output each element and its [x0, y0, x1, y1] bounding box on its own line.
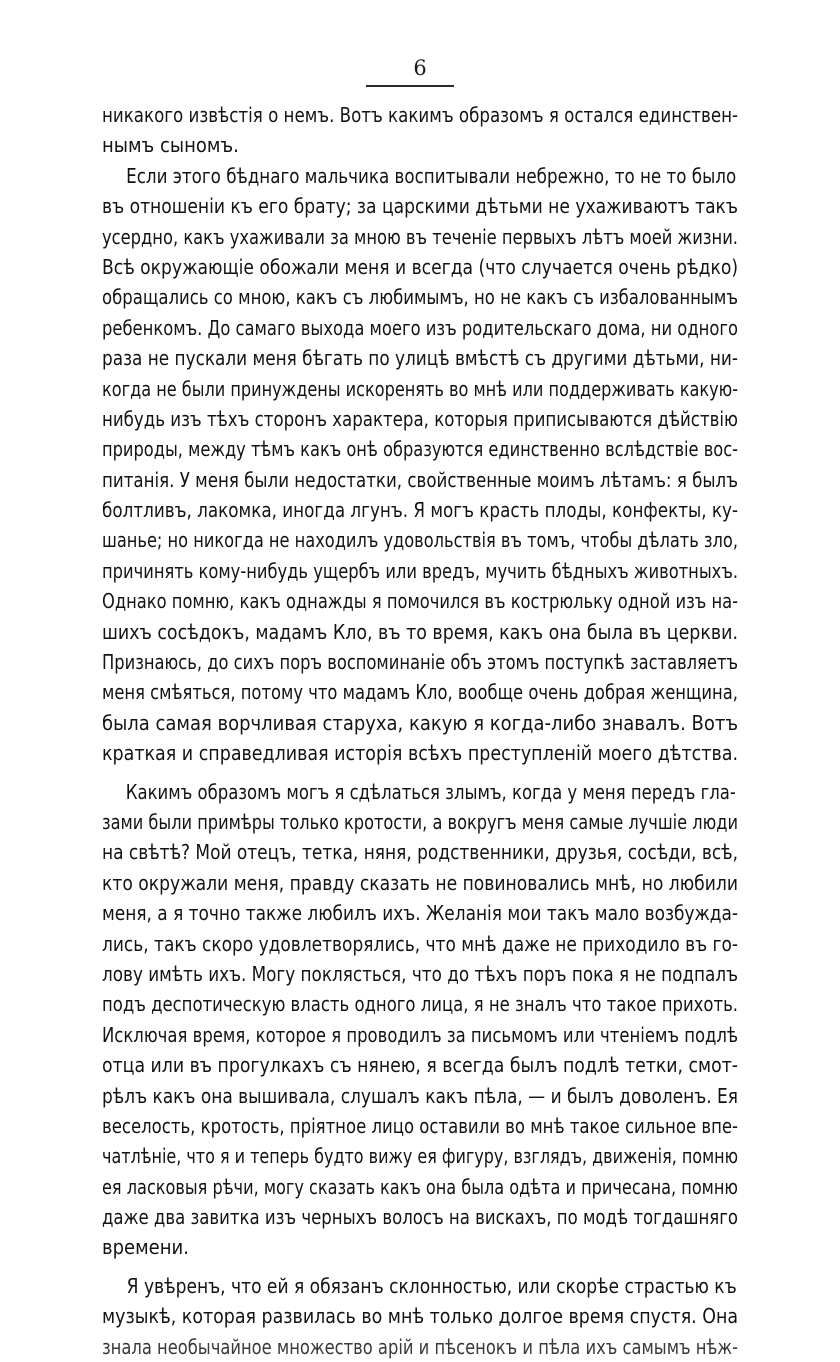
text-line: знала необычайное множество арій и пѣсенокъ и пѣла ихъ самымъ нѣж-	[102, 1334, 739, 1359]
text-line: даже два завитка изъ черныхъ волосъ на вискахъ, по модѣ тогдашняго	[102, 1205, 739, 1230]
text-line: меня, а я точно также любилъ ихъ. Желанія мои такъ мало возбужда-	[102, 901, 739, 926]
text-line: усердно, какъ ухаживали за мною въ теченіе первыхъ лѣтъ моей жизни.	[102, 224, 738, 249]
text-line: Какимъ образомъ могъ я сдѣлаться злымъ, когда у меня передъ гла-	[125, 779, 736, 804]
text-line: меня смѣяться, потому что мадамъ Кло, вообще очень добрая женщина,	[102, 680, 738, 705]
text-line: причинять кому-нибудь ущербъ или вредъ, мучить бѣдныхъ животныхъ.	[102, 558, 739, 583]
text-line: Я увѣренъ, что ей я обязанъ склонностью, или скорѣе страстью къ	[126, 1273, 737, 1298]
text-line: нибудь изъ тѣхъ сторонъ характера, которыя приписываются дѣйствію	[102, 406, 739, 431]
text-line: лись, такъ скоро удовлетворялись, что мнѣ даже не приходило въ го-	[102, 931, 738, 956]
text-line: Однако помню, какъ однажды я помочился въ кострюльку одной изъ на-	[102, 589, 739, 614]
body-text	[102, 100, 738, 1362]
text-line: Всѣ окружающіе обожали меня и всегда (что случается очень рѣдко)	[102, 254, 739, 279]
text-line: Исключая время, которое я проводилъ за письмомъ или чтеніемъ подлѣ	[102, 1022, 739, 1047]
text-line: Признаюсь, до сихъ поръ воспоминаніе объ этомъ поступкѣ заставляетъ	[102, 650, 738, 675]
text-line: ребенкомъ. До самаго выхода моего изъ родительскаго дома, ни одного	[102, 315, 738, 340]
text-line: краткая и справедливая исторія всѣхъ преступленій моего дѣтства.	[102, 741, 739, 766]
text-line: нымъ сыномъ.	[102, 133, 239, 158]
text-line: шихъ сосѣдокъ, мадамъ Кло, въ то время, какъ она была въ церкви.	[102, 619, 738, 644]
text-line: кто окружали меня, правду сказать не повиновались мнѣ, но любили	[102, 870, 739, 895]
text-line: никакого извѣстія о немъ. Вотъ какимъ образомъ я остался единствен-	[102, 103, 739, 127]
text-line: шанье; но никогда не находилъ удовольствія въ томъ, чтобы дѣлать зло,	[102, 528, 739, 553]
text-line: лову имѣть ихъ. Могу поклясться, что до тѣхъ поръ пока я не подпалъ	[102, 961, 738, 986]
text-line: отца или въ прогулкахъ съ нянею, я всегда былъ подлѣ тетки, смот-	[102, 1053, 739, 1078]
page-number-rule	[366, 85, 454, 87]
text-line: времени.	[102, 1235, 189, 1260]
text-line: музыкѣ, которая развилась во мнѣ только долгое время спустя. Она	[102, 1304, 739, 1329]
text-line: природы, между тѣмъ какъ онѣ образуются единственно вслѣдствіе вос-	[102, 437, 738, 462]
text-line: когда не были принуждены искоренять во мнѣ или поддерживать какую-	[102, 376, 739, 401]
text-line: на свѣтѣ? Мой отецъ, тетка, няня, родственники, друзья, сосѣди, всѣ,	[102, 840, 738, 865]
text-line: веселость, кротость, пріятное лицо оставили во мнѣ такое сильное впе-	[102, 1113, 738, 1138]
text-line: обращались со мною, какъ съ любимымъ, но не какъ съ избалованнымъ	[102, 285, 738, 310]
text-line: въ отношеніи къ его брату; за царскими дѣтьми не ухаживаютъ такъ	[102, 194, 739, 219]
text-line: рѣлъ какъ она вышивала, слушалъ какъ пѣла, — и былъ доволенъ. Ея	[102, 1083, 738, 1108]
text-line: была самая ворчливая старуха, какую я когда-либо знавалъ. Вотъ	[102, 710, 739, 735]
text-line: питанія. У меня были недостатки, свойственные моимъ лѣтамъ: я былъ	[102, 467, 738, 492]
text-line: ея ласковыя рѣчи, могу сказать какъ она была одѣта и причесана, помню	[102, 1174, 738, 1199]
text-line: Если этого бѣднаго мальчика воспитывали небрежно, то не то было	[126, 163, 737, 188]
text-line: зами были примѣры только кротости, а вокругъ меня самые лучшіе люди	[102, 809, 738, 834]
text-line: раза не пускали меня бѣгать по улицѣ вмѣстѣ съ другими дѣтьми, ни-	[102, 346, 738, 371]
page-number: 6	[413, 56, 427, 80]
text-line: чатлѣніе, что я и теперь будто вижу ея фигуру, взглядъ, движенія, помню	[102, 1144, 739, 1169]
text-line: подъ деспотическую власть одного лица, я не зналъ что такое прихоть.	[102, 992, 739, 1017]
text-line: болтливъ, лакомка, иногда лгунъ. Я могъ красть плоды, конфекты, ку-	[102, 498, 739, 523]
